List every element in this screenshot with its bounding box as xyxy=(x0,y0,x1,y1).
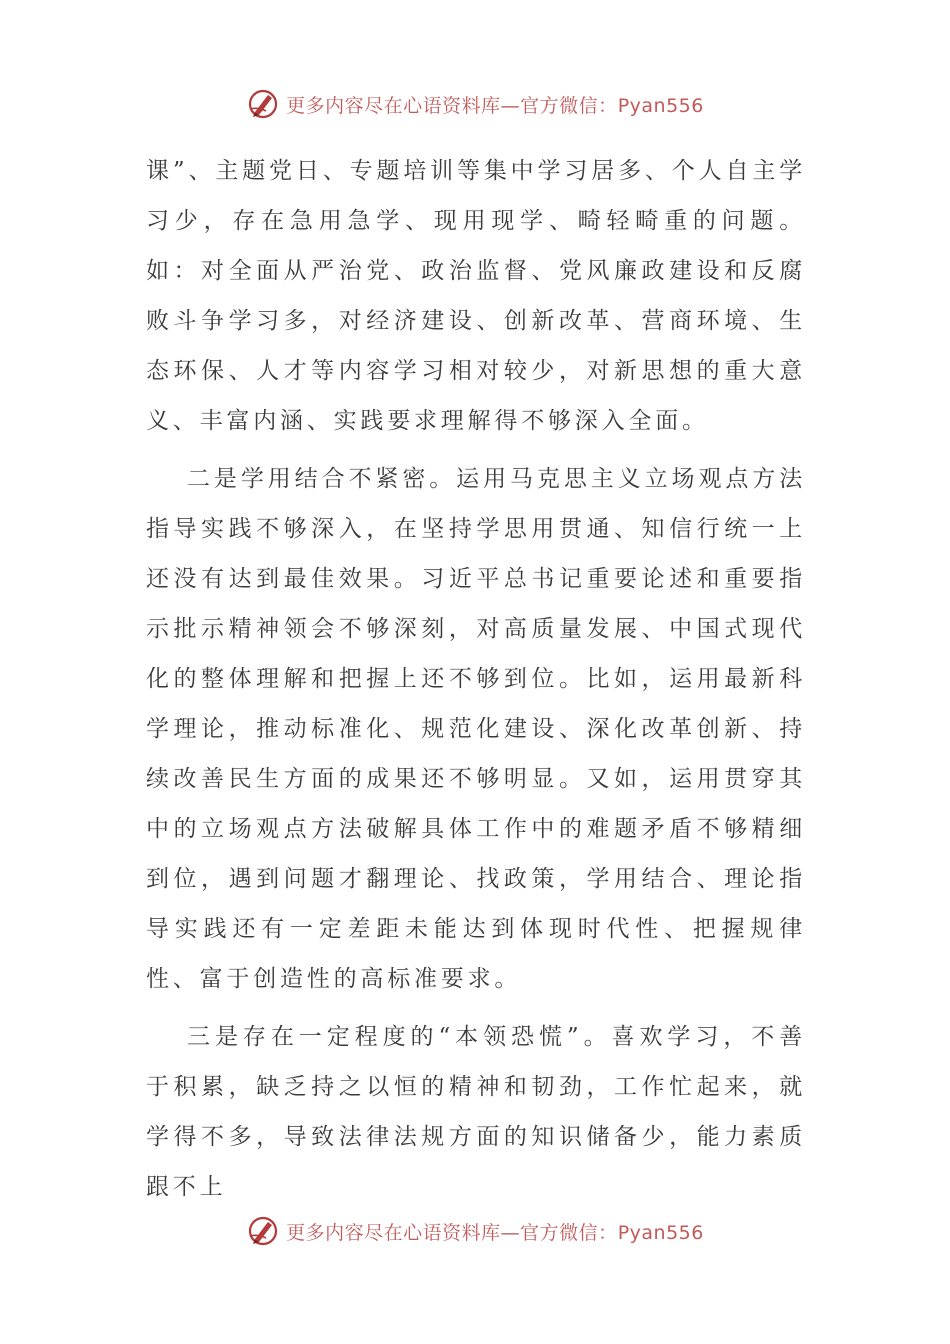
header-banner-text xyxy=(286,91,704,118)
header-banner xyxy=(0,84,950,124)
pen-logo-icon xyxy=(246,1214,280,1248)
header-separator: — xyxy=(500,94,521,117)
footer-banner xyxy=(0,1211,950,1251)
header-contact-label: 官方微信： xyxy=(520,94,618,117)
footer-contact-id: Pyan556 xyxy=(617,1221,704,1244)
header-brand-text: 更多内容尽在心语资料库 xyxy=(286,94,501,117)
header-contact-id: Pyan556 xyxy=(617,94,704,117)
footer-brand-text: 更多内容尽在心语资料库 xyxy=(286,1221,501,1244)
document-body xyxy=(146,146,806,1212)
paragraph-1: 课”、主题党日、专题培训等集中学习居多、个人自主学习少，存在急用急学、现用现学、畸轻畸重的问题。如：对全面从严治党、政治监督、党风廉政建设和反腐败斗争学习多，对经济建设、创新改革、营商环境、生态环保、人才等内容学习相对较少，对新思想的重大意义、丰富内涵、实践要求理解得不够深入全面。 xyxy=(146,158,806,434)
footer-separator: — xyxy=(500,1221,521,1244)
paragraph-2: 二是学用结合不紧密。运用马克思主义立场观点方法指导实践不够深入，在坚持学思用贯通、知信行统一上还没有达到最佳效果。习近平总书记重要论述和重要指示批示精神领会不够深刻，对高质量发展、中国式现代化的整体理解和把握上还不够到位。比如，运用最新科学理论，推动标准化、规范化建设、深化改革创新、持续改善民生方面的成果还不够明显。又如，运用贯穿其中的立场观点方法破解具体工作中的难题矛盾不够精细到位，遇到问题才翻理论、找政策，学用结合、理论指导实践还有一定差距未能达到体现时代性、把握规律性、富于创造性的高标准要求。 xyxy=(146,466,806,992)
pen-logo-icon xyxy=(246,87,280,121)
footer-banner-text xyxy=(286,1218,704,1245)
paragraph-3: 三是存在一定程度的“本领恐慌”。喜欢学习，不善于积累，缺乏持之以恒的精神和韧劲，工作忙起来，就学得不多，导致法律法规方面的知识储备少，能力素质跟不上 xyxy=(146,1024,806,1200)
footer-contact-label: 官方微信： xyxy=(520,1221,618,1244)
